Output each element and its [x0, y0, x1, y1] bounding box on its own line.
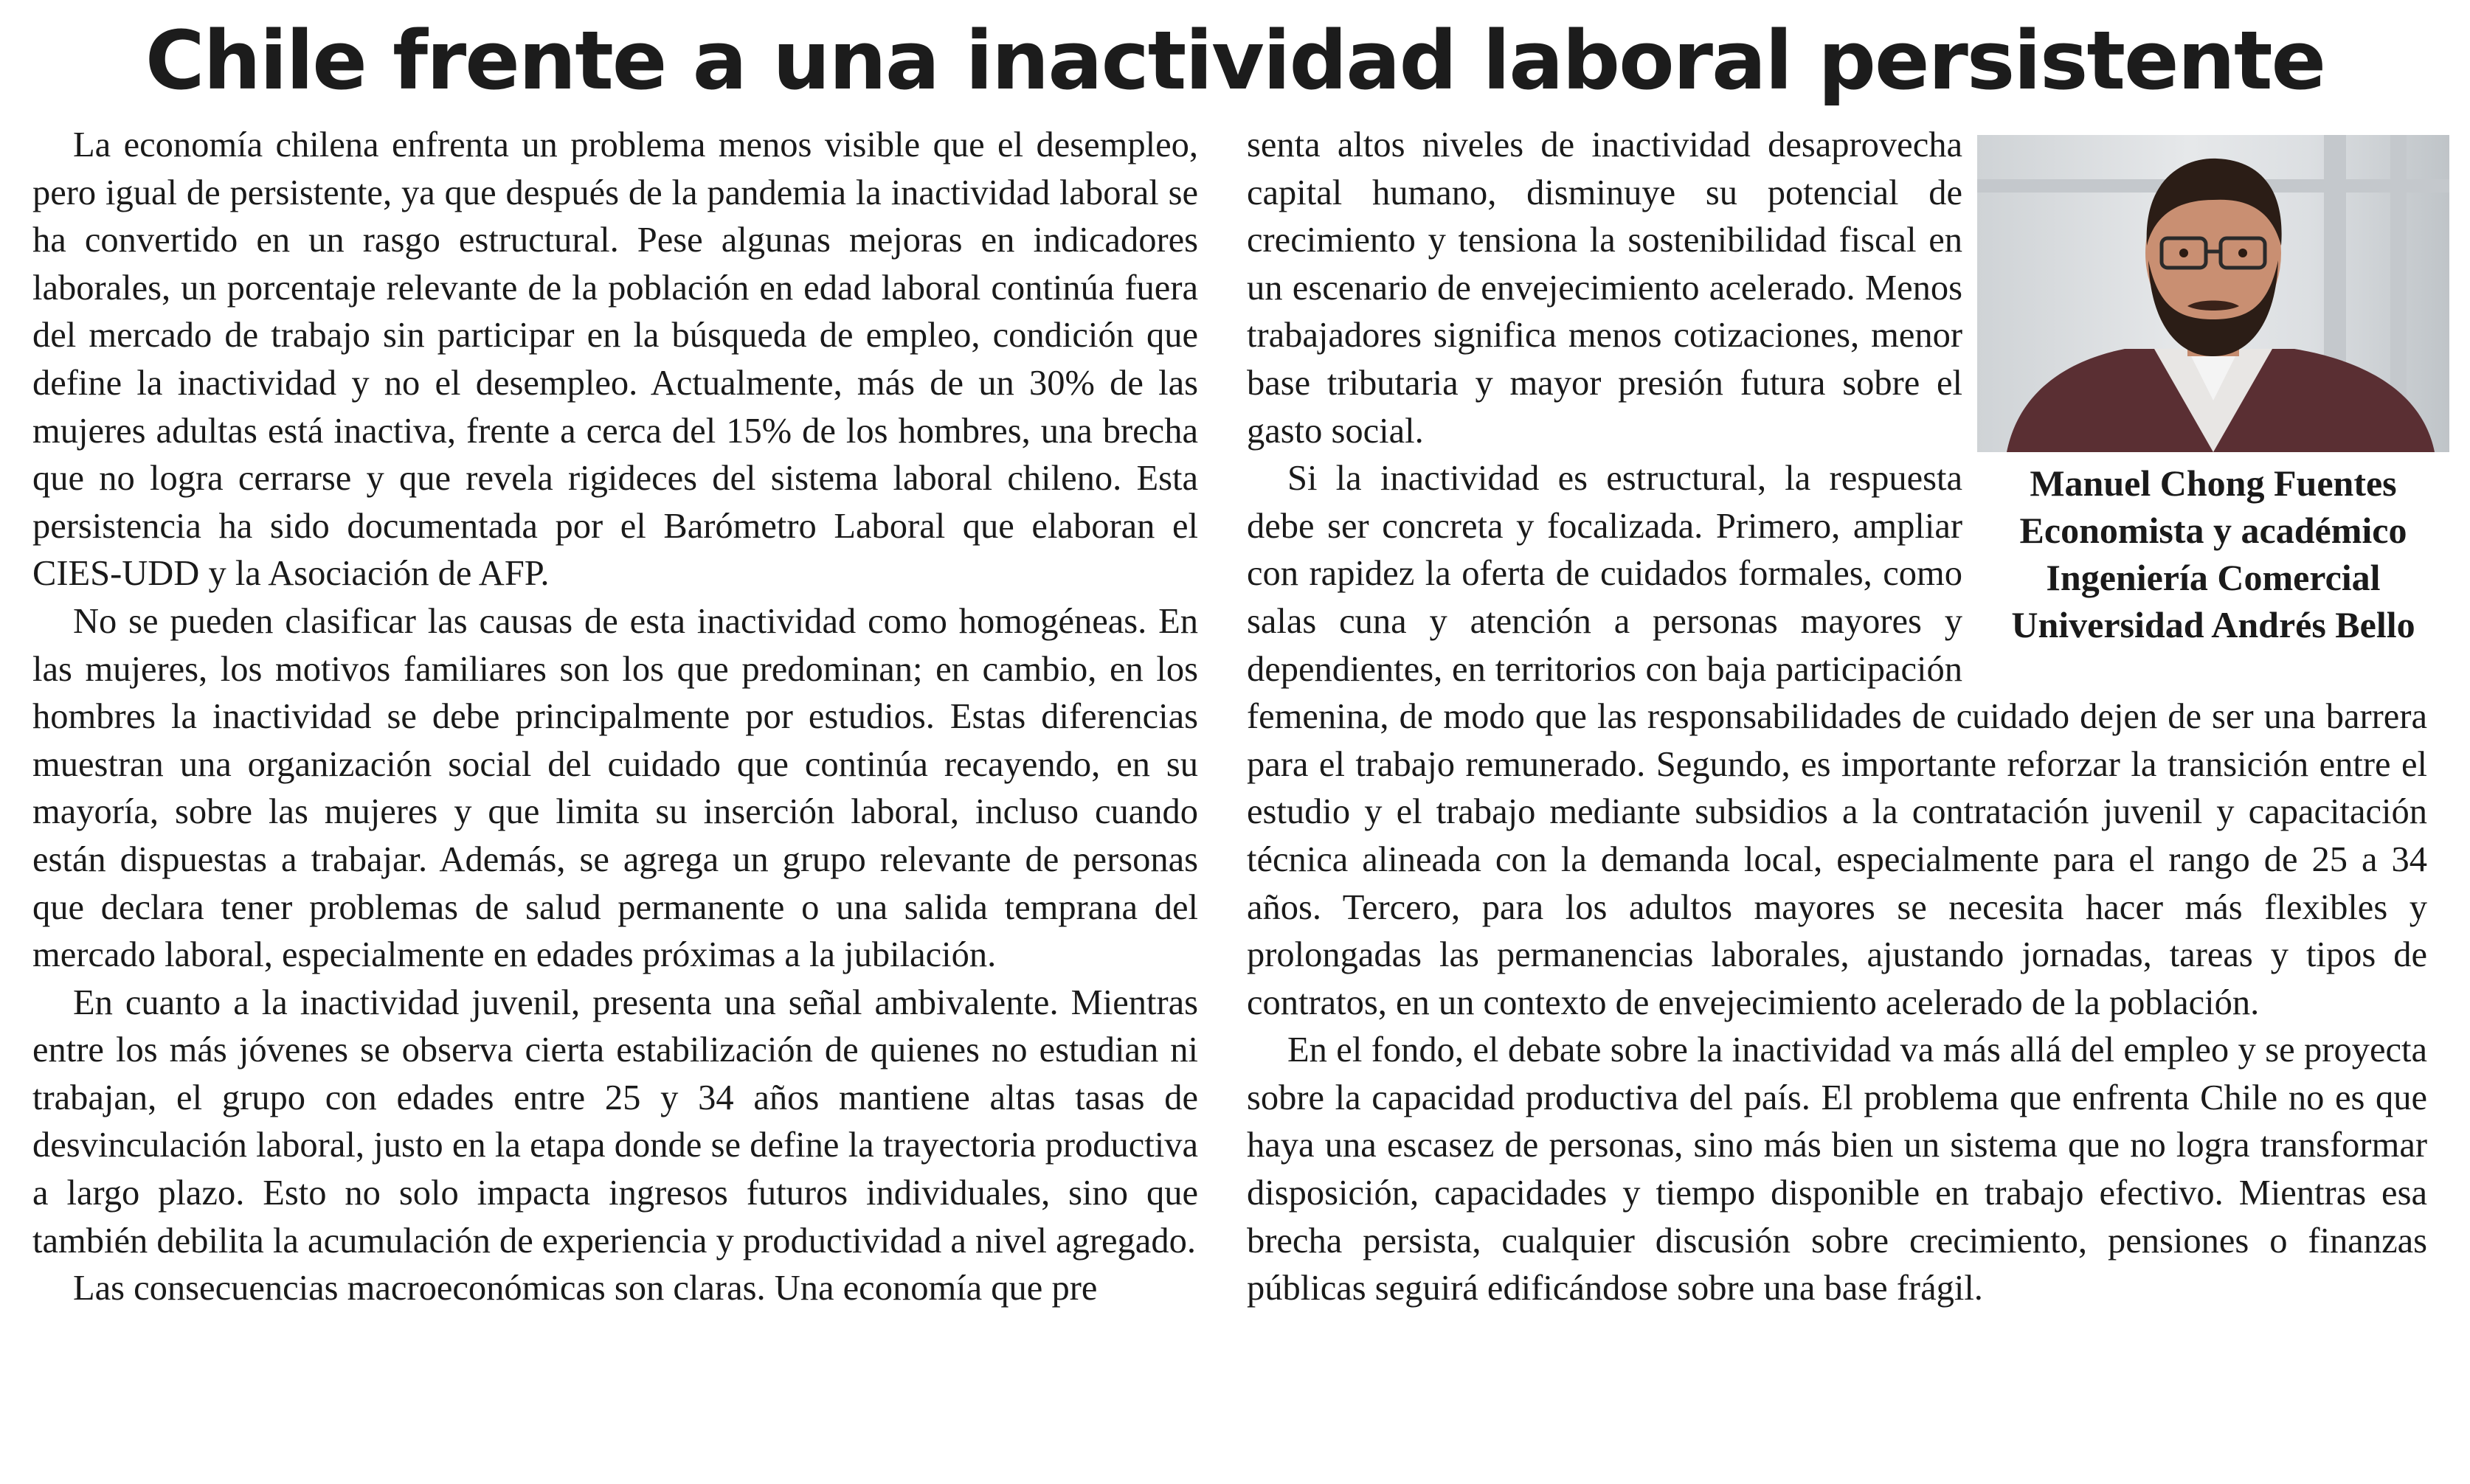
paragraph: En cuanto a la inactividad juvenil, presenta una señal ambivalente. Mientras entre los más jóvenes se observa cierta estabilización de quienes no estudian ni trabajan, el grupo con edades entre 25 y 34 años mantiene altas tasas de desvinculación laboral, justo en la etapa donde se define la trayectoria productiva a largo plazo. Esto no solo impacta ingresos futuros individuales, sino que también debilita la acumulación de experiencia y productividad a nivel agregado. — [32, 982, 1198, 1261]
left-column — [32, 122, 1198, 1313]
author-role: Economista y académico — [2019, 510, 2407, 551]
author-university: Universidad Andrés Bello — [2011, 604, 2415, 645]
paragraph: No se pueden clasificar las causas de esta inactividad como homogéneas. En las mujeres, los motivos familiares son los que predominan; en cambio, en los hombres la inactividad se debe principalmente por estudios. Estas diferencias muestran una organización social del cuidado que continúa recayendo, en su mayoría, sobre las mujeres y que limita su inserción laboral, incluso cuando están dispuestas a trabajar. Además, se agrega un grupo relevante de personas que declara tener problemas de salud permanente o una salida temprana del mercado laboral, especialmente en edades próximas a la jubilación. — [32, 601, 1198, 975]
author-photo — [1977, 135, 2449, 452]
right-column — [1247, 122, 2427, 1313]
author-byline — [1977, 460, 2449, 648]
article-headline: Chile frente a una inactividad laboral persistente — [145, 13, 2325, 108]
paragraph: En el fondo, el debate sobre la inactividad va más allá del empleo y se proyecta sobre la capacidad productiva del país. El problema que enfrenta Chile no es que haya una escasez de personas, sino más bien un sistema que no logra transformar disposición, capacidades y tiempo disponible en trabajo efectivo. Mientras esa brecha persista, cualquier discusión sobre crecimiento, pensiones o finanzas públicas seguirá edificándose sobre una base frágil. — [1247, 1030, 2427, 1308]
author-name: Manuel Chong Fuentes — [2030, 462, 2397, 504]
person-portrait-icon — [1977, 135, 2449, 452]
paragraph: senta altos niveles de inactividad desaprovecha capital humano, disminuye su potencial de crecimiento y tensiona la sostenibilidad fiscal en un escenario de envejecimiento acelerado. Menos trabajadores significa menos cotizaciones, menor base tributaria y mayor presión futura sobre el gasto social. — [1247, 125, 1962, 451]
paragraph: Las consecuencias macroeconómicas son claras. Una economía que pre — [73, 1269, 1098, 1308]
paragraph: Si la inactividad es estructural, la respuesta debe ser concreta y focalizada. Primero, ampliar con rapidez la oferta de cuidados formales, como salas cuna y atención a personas mayores y dependientes, en territorios con baja participación femenina, de modo que las responsabilidades de cuidado dejen de ser una barrera para el trabajo remunerado. Segundo, es importante reforzar la transición entre el estudio y el trabajo mediante subsidios a la contratación juvenil y capacitación técnica alineada con la demanda local, especialmente para el rango de 25 a 34 años. Tercero, para los adultos mayores se necesita hacer más flexibles y prolongadas las permanencias laborales, ajustando jornadas, tareas y tipos de contratos, en un contexto de envejecimiento acelerado de la población. — [1247, 459, 2427, 1022]
paragraph: La economía chilena enfrenta un problema menos visible que el desempleo, pero igual de persistente, ya que después de la pandemia la inactividad laboral se ha convertido en un rasgo estructural. Pese algunas mejoras en indicadores laborales, un porcentaje relevante de la población en edad laboral continúa fuera del mercado de trabajo sin participar en la búsqueda de empleo, condición que define la inactividad y no el desempleo. Actualmente, más de un 30% de las mujeres adultas está inactiva, frente a cerca del 15% de los hombres, una brecha que no logra cerrarse y que revela rigideces del sistema laboral chileno. Esta persistencia ha sido documentada por el Barómetro Laboral que elaboran el CIES-UDD y la Asociación de AFP. — [32, 125, 1198, 594]
author-program: Ingeniería Comercial — [2046, 557, 2381, 598]
